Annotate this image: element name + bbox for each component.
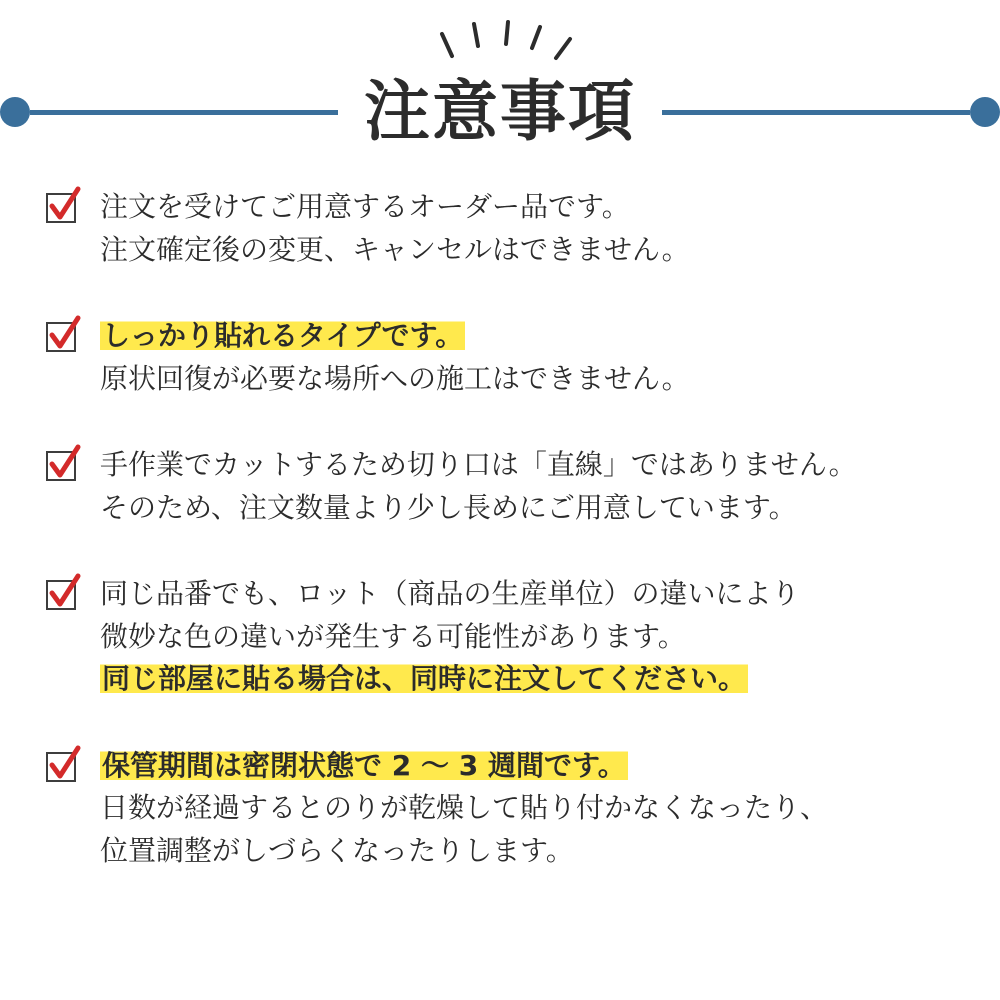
note-line: 位置調整がしづらくなったりします。	[100, 834, 574, 868]
sparkle-decoration-icon	[0, 14, 1000, 62]
list-item	[44, 444, 970, 529]
list-item	[44, 315, 970, 400]
note-line: 手作業でカットするため切り口は「直線」ではありません。	[100, 448, 857, 482]
checkbox-checked-icon	[44, 749, 80, 785]
note-line: 原状回復が必要な場所への施工はできません。	[100, 361, 690, 395]
note-line: 保管期間は密閉状態で 2 〜 3 週間です。	[102, 748, 626, 782]
rule-dot-left	[0, 97, 30, 127]
note-line-highlighted	[100, 315, 970, 358]
note-line: しっかり貼れるタイプです。	[102, 319, 464, 353]
list-item-text	[100, 745, 970, 873]
note-line: 注文確定後の変更、キャンセルはできません。	[100, 232, 690, 266]
list-item	[44, 573, 970, 701]
list-item-text	[100, 315, 970, 400]
note-line: 同じ部屋に貼る場合は、同時に注文してください。	[102, 662, 747, 696]
checkbox-checked-icon	[44, 190, 80, 226]
list-item	[44, 745, 970, 873]
notice-list	[44, 186, 970, 873]
page-title: 注意事項	[364, 73, 636, 150]
note-line: 注文を受けてご用意するオーダー品です。	[100, 190, 630, 223]
list-item-text	[100, 444, 970, 529]
list-item-text	[100, 573, 970, 701]
note-line: 同じ品番でも、ロット（商品の生産単位）の違いにより	[100, 577, 800, 611]
note-line: 微妙な色の違いが発生する可能性があります。	[100, 619, 686, 653]
page-header	[0, 0, 1000, 170]
checkbox-checked-icon	[44, 319, 80, 355]
checkbox-checked-icon	[44, 577, 80, 613]
title-rule-row	[0, 70, 1000, 154]
rule-left	[30, 110, 338, 115]
note-line-highlighted	[100, 745, 970, 788]
rule-dot-right	[970, 97, 1000, 127]
note-line: 日数が経過するとのりが乾燥して貼り付かなくなったり、	[100, 791, 829, 825]
note-line: そのため、注文数量より少し長めにご用意しています。	[100, 490, 797, 524]
checkbox-checked-icon	[44, 448, 80, 484]
list-item-text	[100, 186, 970, 271]
rule-right	[662, 110, 970, 115]
list-item	[44, 186, 970, 271]
note-line-highlighted	[100, 658, 970, 701]
